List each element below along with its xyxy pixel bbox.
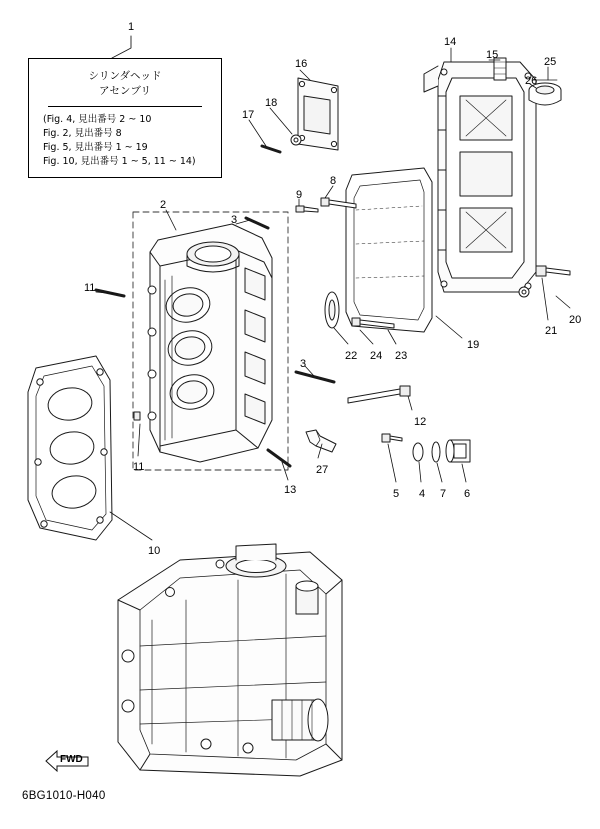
callout-number: 26	[525, 75, 538, 87]
direction-badge-label: FWD	[60, 754, 83, 765]
callout-number: 3	[231, 214, 238, 226]
callout-number: 10	[148, 545, 161, 557]
callout-number: 8	[330, 175, 337, 187]
callout-number: 9	[296, 189, 303, 201]
callout-number: 23	[395, 350, 408, 362]
callout-number: 22	[345, 350, 358, 362]
callout-number: 4	[419, 488, 426, 500]
callout-number: 2	[160, 199, 167, 211]
callout-number: 14	[444, 36, 457, 48]
callout-number: 17	[242, 109, 255, 121]
reference-line: (Fig. 4, 見出番号 2 ~ 10	[43, 114, 152, 126]
callout-number: 3	[300, 358, 307, 370]
callout-number: 7	[440, 488, 447, 500]
drawing-code: 6BG1010-H040	[22, 790, 106, 802]
callout-number: 6	[464, 488, 471, 500]
callout-number: 5	[393, 488, 400, 500]
title-block-heading	[29, 69, 221, 99]
callout-number: 21	[545, 325, 558, 337]
callout-number: 18	[265, 97, 278, 109]
title-block-line2: アセンブリ	[99, 85, 151, 98]
reference-line: Fig. 2, 見出番号 8	[43, 128, 122, 140]
callout-number: 13	[284, 484, 297, 496]
title-block-references	[29, 113, 221, 168]
reference-line: Fig. 10, 見出番号 1 ~ 5, 11 ~ 14)	[43, 155, 196, 167]
callout-number: 12	[414, 416, 427, 428]
title-block-divider	[48, 106, 202, 107]
callout-number: 11	[84, 282, 96, 294]
callout-number: 11	[133, 461, 145, 473]
callout-number: 16	[295, 58, 308, 70]
title-block	[28, 58, 222, 178]
direction-badge	[44, 748, 90, 774]
callout-number: 1	[128, 21, 135, 33]
callout-number: 15	[486, 49, 499, 61]
callout-number: 27	[316, 464, 329, 476]
callout-number: 24	[370, 350, 383, 362]
title-block-line1: シリンダヘッド	[88, 70, 162, 82]
reference-line: Fig. 5, 見出番号 1 ~ 19	[43, 141, 148, 153]
callout-number: 20	[569, 314, 582, 326]
callout-number: 25	[544, 56, 557, 68]
callout-number: 19	[467, 339, 480, 351]
